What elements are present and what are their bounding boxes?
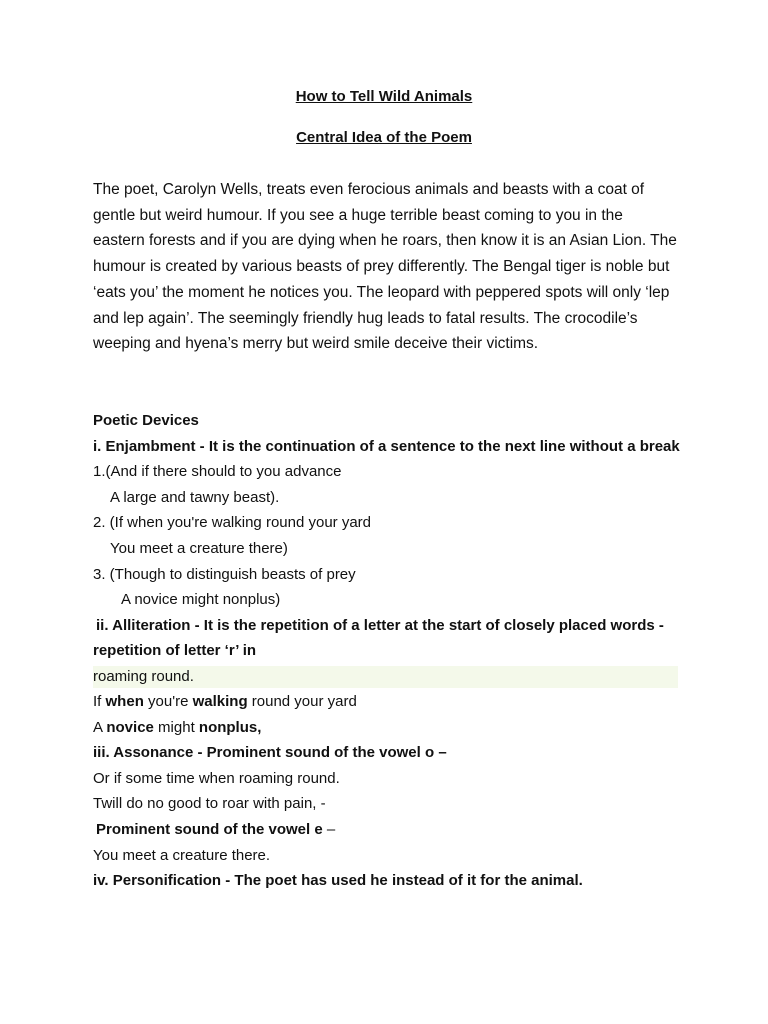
assonance-example-1: Or if some time when roaming round. bbox=[93, 770, 340, 787]
enjambment-example-3-line-1: 3. (Though to distinguish beasts of prey bbox=[93, 566, 356, 583]
enjambment-example-2-line-2: You meet a creature there) bbox=[110, 540, 288, 557]
enjambment-example-2-line-1: 2. (If when you're walking round your yard bbox=[93, 514, 372, 531]
poetic-devices-heading: Poetic Devices bbox=[93, 412, 199, 429]
document-title: How to Tell Wild Animals bbox=[295, 88, 473, 105]
enjambment-heading: i. Enjambment - It is the continuation of a sentence to the next line without a break bbox=[93, 438, 680, 455]
central-idea-paragraph: The poet, Carolyn Wells, treats even ferocious animals and beasts with a coat of gentle but weird humour. If you see a huge terrible beast coming to you in the eastern forests and if you are dying when he roars, then know it is an Asian Lion. The humour is created by various beasts of prey differently. The Bengal tiger is noble but ‘eats you’ the moment he notices you. The leopard with peppered spots will only ‘lep and lep again’. The seemingly friendly hug leads to fatal results. The crocodile’s weeping and hyena’s merry but weird smile deceive their victims. bbox=[93, 181, 677, 353]
enjambment-example-1-line-2: A large and tawny beast). bbox=[110, 489, 280, 506]
alliteration-example-3: A novice might nonplus, bbox=[93, 719, 262, 736]
enjambment-example-3-line-2: A novice might nonplus) bbox=[121, 591, 281, 608]
alliteration-example-2: If when you're walking round your yard bbox=[93, 693, 357, 710]
assonance-heading: iii. Assonance - Prominent sound of the vowel o – bbox=[93, 744, 447, 761]
document-subtitle: Central Idea of the Poem bbox=[296, 129, 472, 146]
alliteration-example-1: roaming round. bbox=[93, 666, 678, 688]
assonance-example-2: Twill do no good to roar with pain, - bbox=[93, 795, 326, 812]
assonance-vowel-e-heading: Prominent sound of the vowel e – bbox=[96, 821, 336, 838]
assonance-example-3: You meet a creature there. bbox=[93, 847, 271, 864]
enjambment-example-1-line-1: 1.(And if there should to you advance bbox=[93, 463, 342, 480]
alliteration-heading-continued: repetition of letter ‘r’ in bbox=[93, 642, 257, 659]
alliteration-heading: ii. Alliteration - It is the repetition of a letter at the start of closely placed words - bbox=[96, 617, 664, 634]
personification-heading: iv. Personification - The poet has used he instead of it for the animal. bbox=[93, 872, 583, 889]
